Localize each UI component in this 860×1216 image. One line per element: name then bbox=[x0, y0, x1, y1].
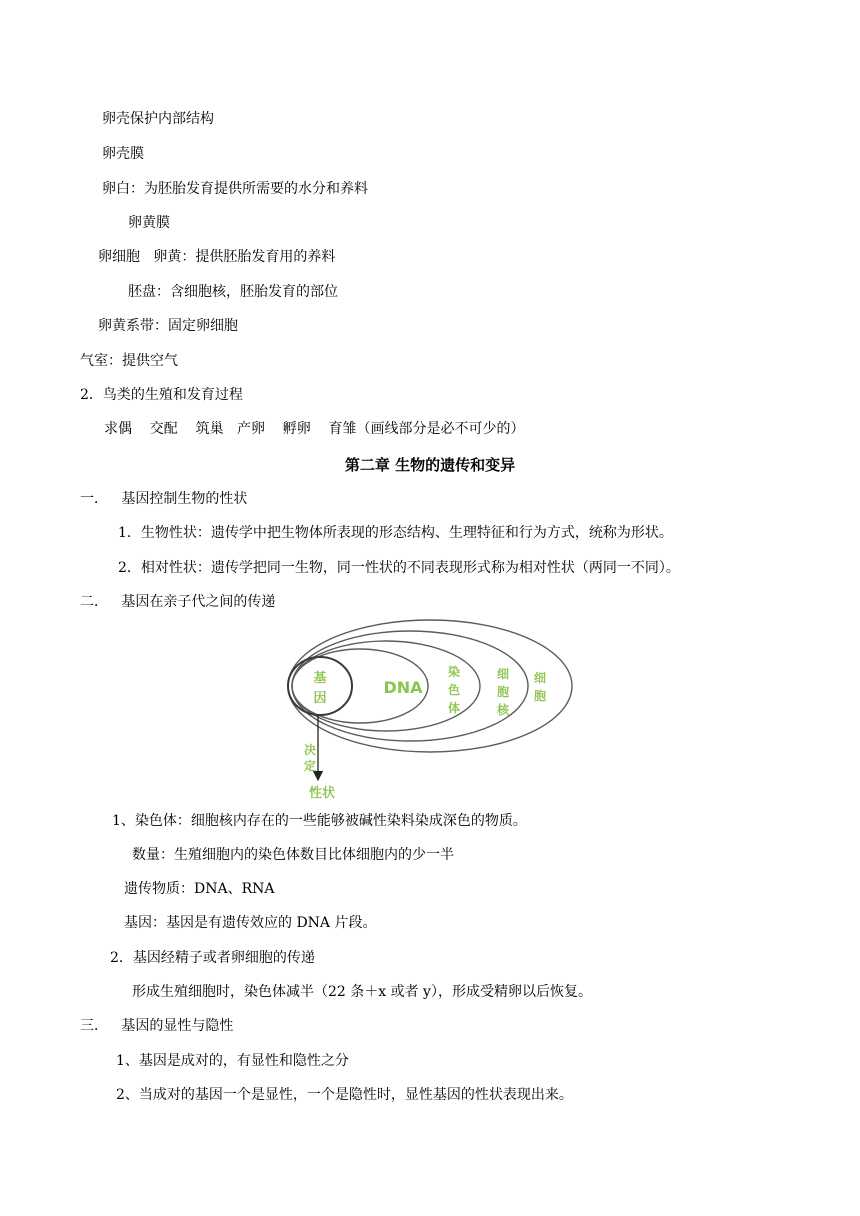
line-yolk-membrane: 卵黄膜 bbox=[128, 215, 170, 231]
chromosome-definition: 1、染色体：细胞核内存在的一些能够被碱性染料染成深色的物质。 bbox=[112, 813, 527, 829]
section-3-heading: 三． 基因的显性与隐性 bbox=[80, 1018, 234, 1034]
gene-label-1: 基 bbox=[313, 671, 327, 686]
cell-label-2: 胞 bbox=[533, 689, 547, 703]
bird-reproduction-heading: 2．鸟类的生殖和发育过程 bbox=[80, 387, 243, 403]
dna-label: DNA bbox=[383, 678, 423, 697]
decide-label-2: 定 bbox=[303, 759, 317, 773]
cell-label-1: 细 bbox=[533, 671, 547, 685]
gene-label-2: 因 bbox=[313, 691, 327, 706]
chromosome-quantity: 数量：生殖细胞内的染色体数目比体细胞内的少一半 bbox=[132, 847, 454, 863]
decide-label-1: 决 bbox=[303, 743, 317, 757]
section-3-item-1: 1、基因是成对的，有显性和隐性之分 bbox=[116, 1053, 349, 1069]
cell-ring bbox=[288, 620, 572, 752]
line-germinal-disc: 胚盘：含细胞核，胚胎发育的部位 bbox=[128, 284, 338, 300]
chapter-title: 第二章 生物的遗传和变异 bbox=[344, 456, 516, 474]
gene-structure-diagram bbox=[282, 614, 578, 804]
trait-label: 性状 bbox=[308, 786, 336, 801]
gene-ring bbox=[288, 657, 352, 715]
chromosome-label-2: 色 bbox=[447, 683, 461, 697]
nucleus-label-1: 细 bbox=[496, 667, 510, 681]
line-egg-cell-yolk: 卵细胞 卵黄：提供胚胎发育用的养料 bbox=[98, 249, 336, 265]
section-2-item-2: 2．基因经精子或者卵细胞的传递 bbox=[110, 950, 315, 966]
gene-definition: 基因：基因是有遗传效应的 DNA 片段。 bbox=[124, 915, 377, 931]
line-shell-membrane: 卵壳膜 bbox=[102, 146, 144, 162]
line-albumen: 卵白：为胚胎发育提供所需要的水分和养料 bbox=[102, 181, 368, 197]
line-air-cell: 气室：提供空气 bbox=[80, 353, 178, 369]
section-1-item-2: 2．相对性状：遗传学把同一生物，同一性状的不同表现形式称为相对性状（两同一不同）。 bbox=[118, 560, 680, 576]
chromosome-label-1: 染 bbox=[447, 665, 461, 679]
line-chalaza: 卵黄系带：固定卵细胞 bbox=[98, 318, 238, 334]
section-1-heading: 一． 基因控制生物的性状 bbox=[80, 491, 248, 507]
genetic-material: 遗传物质：DNA、RNA bbox=[124, 881, 275, 897]
line-egg-shell: 卵壳保护内部结构 bbox=[102, 111, 214, 127]
section-1-item-1: 1．生物性状：遗传学中把生物体所表现的形态结构、生理特征和行为方式，统称为形状。 bbox=[118, 525, 673, 541]
nucleus-label-3: 核 bbox=[496, 703, 510, 717]
nucleus-label-2: 胞 bbox=[496, 685, 510, 699]
section-2-heading: 二． 基因在亲子代之间的传递 bbox=[80, 594, 276, 610]
chromosome-label-3: 体 bbox=[447, 701, 461, 715]
chromosome-halving: 形成生殖细胞时，染色体减半（22 条＋x 或者 y），形成受精卵以后恢复。 bbox=[132, 984, 592, 1000]
section-3-item-2: 2、当成对的基因一个是显性，一个是隐性时，显性基因的性状表现出来。 bbox=[116, 1087, 573, 1103]
bird-reproduction-steps: 求偶 交配 筑巢 产卵 孵卵 育雏（画线部分是必不可少的） bbox=[104, 421, 525, 437]
